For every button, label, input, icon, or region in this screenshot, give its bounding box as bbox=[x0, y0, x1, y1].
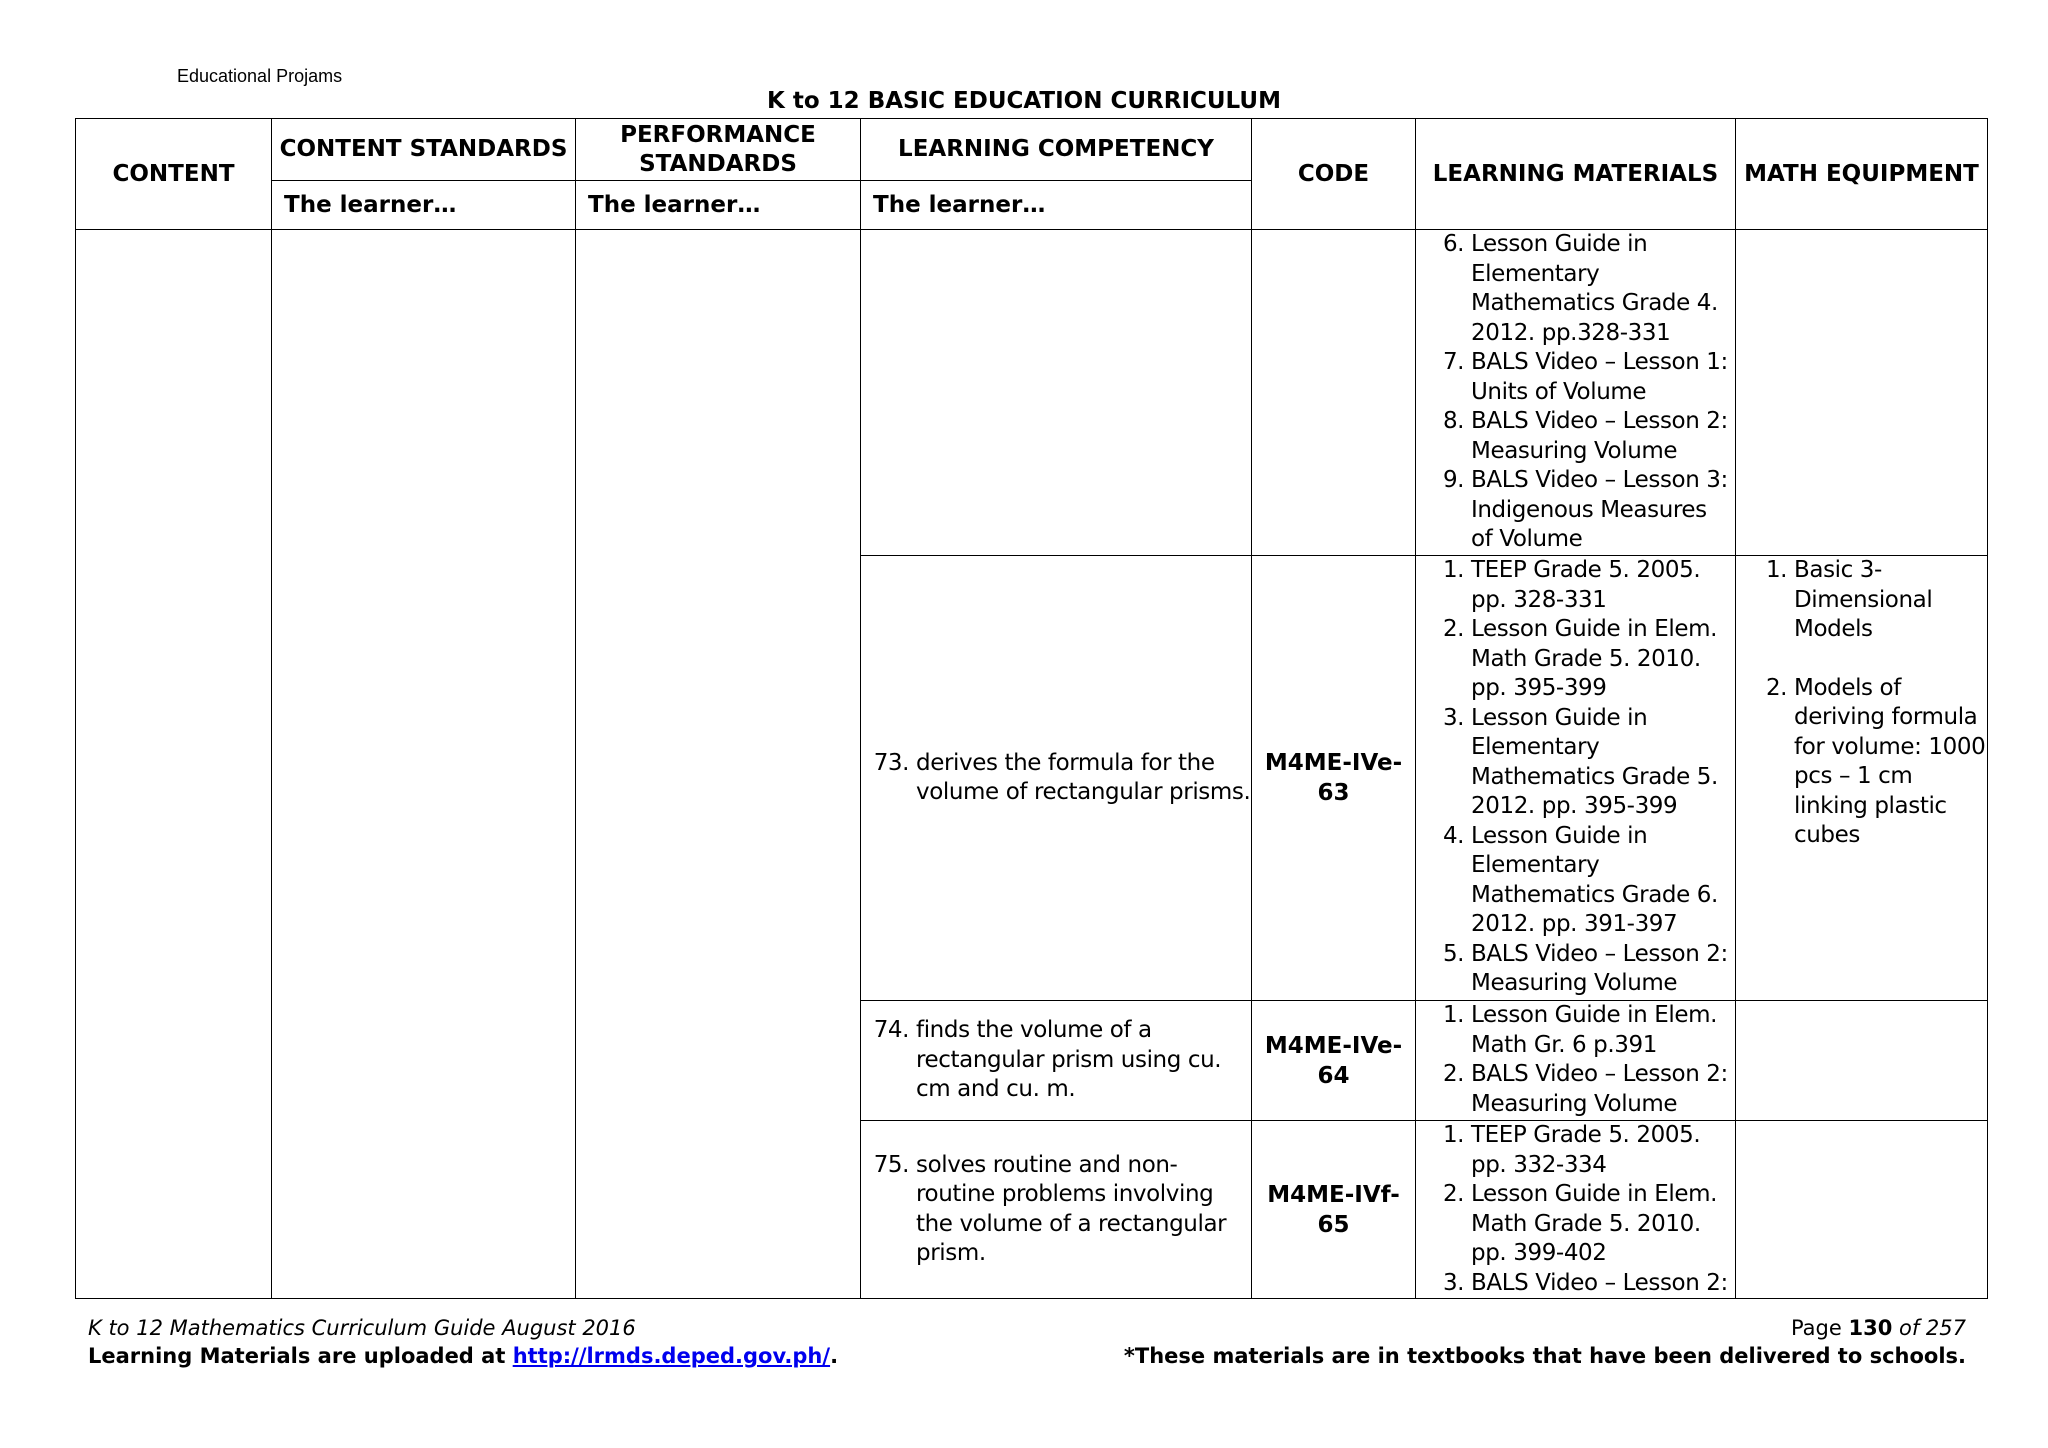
code-cell: M4ME-IVf-65 bbox=[1252, 1121, 1416, 1299]
materials-cell bbox=[1416, 1121, 1736, 1299]
competency-cell bbox=[861, 1121, 1252, 1299]
competency-item: 75. solves routine and non-routine problems involving the volume of a rectangular prism. bbox=[916, 1151, 1251, 1269]
header-content: CONTENT bbox=[76, 119, 272, 230]
page-current: 130 bbox=[1848, 1316, 1893, 1340]
list-item: 3. BALS Video – Lesson 2: bbox=[1471, 1269, 1735, 1299]
materials-list bbox=[1416, 1121, 1735, 1298]
page-label: Page bbox=[1790, 1316, 1849, 1340]
competency-item: 73. derives the formula for the volume of rectangular prisms. bbox=[916, 749, 1251, 808]
header-learning-competency: LEARNING COMPETENCY bbox=[861, 119, 1252, 181]
equipment-item: 2. Models of deriving formula for volume: 1000 pcs – 1 cm linking plastic cubes bbox=[1794, 674, 1987, 851]
footer-guide-title: K to 12 Mathematics Curriculum Guide August 2016 bbox=[88, 1316, 636, 1340]
equipment-cell bbox=[1736, 1121, 1988, 1299]
equipment-list bbox=[1736, 556, 1987, 851]
list-item: 2. Lesson Guide in Elem. Math Grade 5. 2010. pp. 399-402 bbox=[1471, 1180, 1735, 1269]
page-number bbox=[1124, 1314, 1966, 1342]
content-standards-cell bbox=[272, 230, 576, 1299]
list-item: 6. Lesson Guide in Elementary Mathematics Grade 4. 2012. pp.328-331 bbox=[1471, 230, 1735, 348]
curriculum-table bbox=[75, 118, 1988, 1299]
competency-list bbox=[861, 749, 1251, 808]
code-cell: M4ME-IVe-63 bbox=[1252, 556, 1416, 1001]
list-item: 1. TEEP Grade 5. 2005. pp. 332-334 bbox=[1471, 1121, 1735, 1180]
competency-cell bbox=[861, 1001, 1252, 1121]
competency-list bbox=[861, 1151, 1251, 1269]
list-item: 1. Lesson Guide in Elem. Math Gr. 6 p.391 bbox=[1471, 1001, 1735, 1060]
header-code: CODE bbox=[1252, 119, 1416, 230]
lrmds-link[interactable]: http://lrmds.deped.gov.ph/ bbox=[512, 1344, 831, 1368]
materials-cell bbox=[1416, 556, 1736, 1001]
materials-cell bbox=[1416, 1001, 1736, 1121]
footer-textbook-note: *These materials are in textbooks that have been delivered to schools. bbox=[1123, 1344, 1966, 1368]
list-item: 3. Lesson Guide in Elementary Mathematics Grade 5. 2012. pp. 395-399 bbox=[1471, 704, 1735, 822]
materials-cell bbox=[1416, 230, 1736, 556]
content-cell bbox=[76, 230, 272, 1299]
materials-list bbox=[1416, 1001, 1735, 1119]
list-item: 4. Lesson Guide in Elementary Mathematics Grade 6. 2012. pp. 391-397 bbox=[1471, 822, 1735, 940]
competency-item: 74. finds the volume of a rectangular prism using cu. cm and cu. m. bbox=[916, 1016, 1251, 1105]
performance-standards-cell bbox=[576, 230, 861, 1299]
equipment-cell bbox=[1736, 230, 1988, 556]
equipment-cell bbox=[1736, 1001, 1988, 1121]
page-total: of 257 bbox=[1892, 1316, 1966, 1340]
header-learner-competency: The learner… bbox=[861, 181, 1252, 230]
competency-list bbox=[861, 1016, 1251, 1105]
materials-list bbox=[1416, 230, 1735, 555]
equipment-item: 1. Basic 3-Dimensional Models bbox=[1794, 556, 1987, 645]
header-performance-standards: PERFORMANCE STANDARDS bbox=[576, 119, 861, 181]
equipment-cell bbox=[1736, 556, 1988, 1001]
footer-upload-prefix: Learning Materials are uploaded at bbox=[88, 1344, 513, 1368]
header-learner-content: The learner… bbox=[272, 181, 576, 230]
materials-list bbox=[1416, 556, 1735, 999]
competency-cell bbox=[861, 556, 1252, 1001]
header-learning-materials: LEARNING MATERIALS bbox=[1416, 119, 1736, 230]
document-title: K to 12 BASIC EDUCATION CURRICULUM bbox=[767, 88, 1281, 114]
watermark-text: Educational Projams bbox=[177, 66, 343, 86]
list-item: 9. BALS Video – Lesson 3: Indigenous Measures of Volume bbox=[1471, 466, 1735, 555]
list-item: 2. BALS Video – Lesson 2: Measuring Volume bbox=[1471, 1060, 1735, 1119]
footer-upload-suffix: . bbox=[830, 1344, 839, 1368]
header-learner-performance: The learner… bbox=[576, 181, 861, 230]
table-row bbox=[76, 230, 1988, 556]
header-math-equipment: MATH EQUIPMENT bbox=[1736, 119, 1988, 230]
footer-right bbox=[1124, 1314, 1966, 1370]
list-item: 1. TEEP Grade 5. 2005. pp. 328-331 bbox=[1471, 556, 1735, 615]
code-cell: M4ME-IVe-64 bbox=[1252, 1001, 1416, 1121]
list-item: 8. BALS Video – Lesson 2: Measuring Volume bbox=[1471, 407, 1735, 466]
competency-cell bbox=[861, 230, 1252, 556]
list-item: 5. BALS Video – Lesson 2: Measuring Volume bbox=[1471, 940, 1735, 999]
header-content-standards: CONTENT STANDARDS bbox=[272, 119, 576, 181]
list-item: 7. BALS Video – Lesson 1: Units of Volume bbox=[1471, 348, 1735, 407]
list-item: 2. Lesson Guide in Elem. Math Grade 5. 2010. pp. 395-399 bbox=[1471, 615, 1735, 704]
footer-left bbox=[88, 1314, 838, 1370]
code-cell bbox=[1252, 230, 1416, 556]
footer-upload-note bbox=[88, 1342, 838, 1370]
